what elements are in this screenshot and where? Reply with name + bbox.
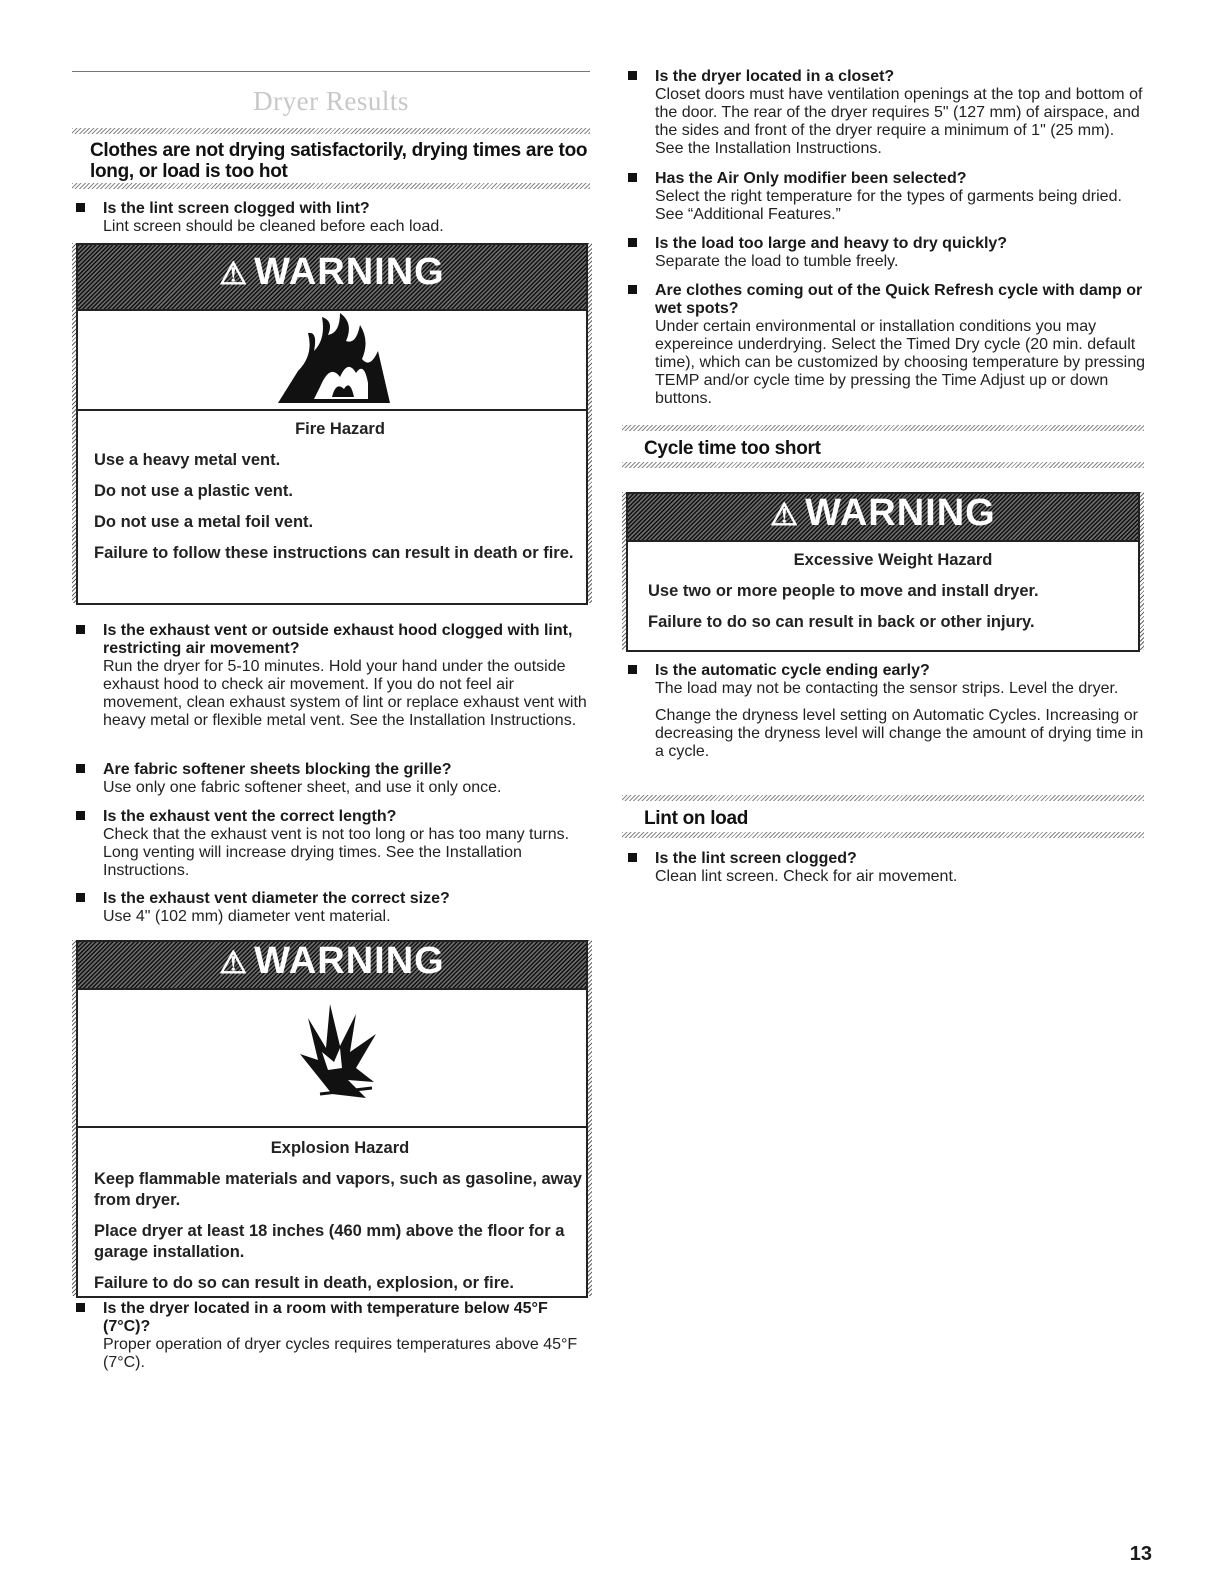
subhead-divider: [72, 183, 590, 189]
subhead-not-drying: Clothes are not drying satisfactorily, drying times are too long, or load is too hot: [90, 140, 588, 182]
subhead-divider: [622, 462, 1144, 468]
bullet-icon: [628, 173, 637, 182]
warning-line: Use two or more people to move and install dryer.: [648, 582, 1039, 600]
warning-line: Failure to do so can result in back or other injury.: [648, 613, 1035, 631]
warning-explosion-box: [76, 940, 588, 1298]
list-item: Is the dryer located in a closet? Closet doors must have ventilation openings at the top and bottom of the door. The rear of the dryer requires 5" (127 mm) of airspace, and the sides and front of the dryer require a minimum of 1" (25 mm). See the Installation Instructions.: [655, 68, 1145, 158]
warning-header: ⚠ WARNING: [78, 245, 586, 311]
subhead-lint: Lint on load: [644, 808, 749, 829]
bullet-icon: [628, 853, 637, 862]
subhead-divider: [622, 832, 1144, 838]
warning-triangle-icon: ⚠: [219, 256, 249, 291]
fire-pictogram: [78, 311, 586, 411]
warning-line: Do not use a plastic vent.: [94, 482, 293, 500]
bullet-icon: [628, 285, 637, 294]
bullet-icon: [76, 764, 85, 773]
subhead-divider: [622, 795, 1144, 801]
warning-triangle-icon: ⚠: [219, 945, 249, 980]
bullet-icon: [628, 665, 637, 674]
list-item: Is the exhaust vent diameter the correct size? Use 4" (102 mm) diameter vent material.: [103, 890, 590, 926]
hazard-title: Explosion Hazard: [270, 1139, 410, 1157]
section-title: Dryer Results: [253, 86, 409, 116]
warning-line: Failure to follow these instructions can result in death or fire.: [94, 544, 574, 562]
warning-header: ⚠ WARNING: [78, 942, 586, 990]
subhead-cycle-short: Cycle time too short: [644, 438, 821, 459]
bullet-icon: [628, 238, 637, 247]
explosion-icon: [78, 990, 586, 1126]
bullet-icon: [76, 625, 85, 634]
warning-header: ⚠ WARNING: [628, 494, 1138, 542]
page-number: 13: [1129, 1543, 1152, 1565]
warning-body: [78, 411, 586, 574]
list-item: Has the Air Only modifier been selected? Select the right temperature for the types of garments being dried. See “Additional Features.”: [655, 170, 1145, 224]
warning-triangle-icon: ⚠: [770, 497, 800, 532]
bullet-icon: [628, 71, 637, 80]
warning-line: Failure to do so can result in death, explosion, or fire.: [94, 1274, 514, 1292]
fire-icon: [78, 311, 586, 409]
list-item: Are fabric softener sheets blocking the grille? Use only one fabric softener sheet, and use it only once.: [103, 761, 590, 797]
list-item: Is the automatic cycle ending early? The load may not be contacting the sensor strips. Level the dryer. Change the dryness level setting on Automatic Cycles. Increasing or decreasing the dryness level will change the amount of drying time in a cycle.: [655, 662, 1145, 761]
warning-line: Use a heavy metal vent.: [94, 451, 281, 469]
list-item: Is the load too large and heavy to dry quickly? Separate the load to tumble freely.: [655, 235, 1145, 271]
subhead-divider: [622, 425, 1144, 431]
bullet-icon: [76, 893, 85, 902]
list-item: Is the dryer located in a room with temperature below 45°F (7°C)? Proper operation of dryer cycles requires temperatures above 45°F (7°C).: [103, 1300, 590, 1372]
warning-line: Keep flammable materials and vapors, such as gasoline, away from dryer.: [94, 1170, 582, 1209]
warning-body: [78, 1128, 586, 1304]
bullet-icon: [76, 203, 85, 212]
top-rule: [72, 71, 590, 72]
explosion-pictogram: [78, 990, 586, 1128]
warning-line: Place dryer at least 18 inches (460 mm) above the floor for a garage installation.: [94, 1222, 565, 1261]
section-divider: [72, 128, 590, 134]
list-item: Is the exhaust vent or outside exhaust hood clogged with lint, restricting air movement? Run the dryer for 5-10 minutes. Hold your hand under the outside exhaust hood to check air movement. If you do not feel air movement, clean exhaust system of lint or replace exhaust vent with heavy metal or flexible metal vent. See the Installation Instructions.: [103, 622, 590, 730]
list-item: Is the exhaust vent the correct length? Check that the exhaust vent is not too long or has too many turns. Long venting will increase drying times. See the Installation Instructions.: [103, 808, 590, 880]
list-item: Is the lint screen clogged? Clean lint screen. Check for air movement.: [655, 850, 1145, 886]
bullet-icon: [76, 1303, 85, 1312]
list-item: Are clothes coming out of the Quick Refresh cycle with damp or wet spots? Under certain environmental or installation conditions you may expereince underdrying. Select the Timed Dry cycle (20 min. default time), which can be customized by choosing temperature by pressing TEMP and/or cycle time by pressing the Time Adjust up or down buttons.: [655, 282, 1145, 408]
list-item: Is the lint screen clogged with lint? Lint screen should be cleaned before each load.: [103, 200, 590, 236]
hazard-title: Excessive Weight Hazard: [793, 551, 993, 569]
hazard-title: Fire Hazard: [295, 420, 385, 438]
warning-weight-box: [626, 492, 1140, 652]
warning-body: [628, 542, 1138, 643]
warning-fire-box: [76, 243, 588, 605]
bullet-icon: [76, 811, 85, 820]
warning-line: Do not use a metal foil vent.: [94, 513, 314, 531]
